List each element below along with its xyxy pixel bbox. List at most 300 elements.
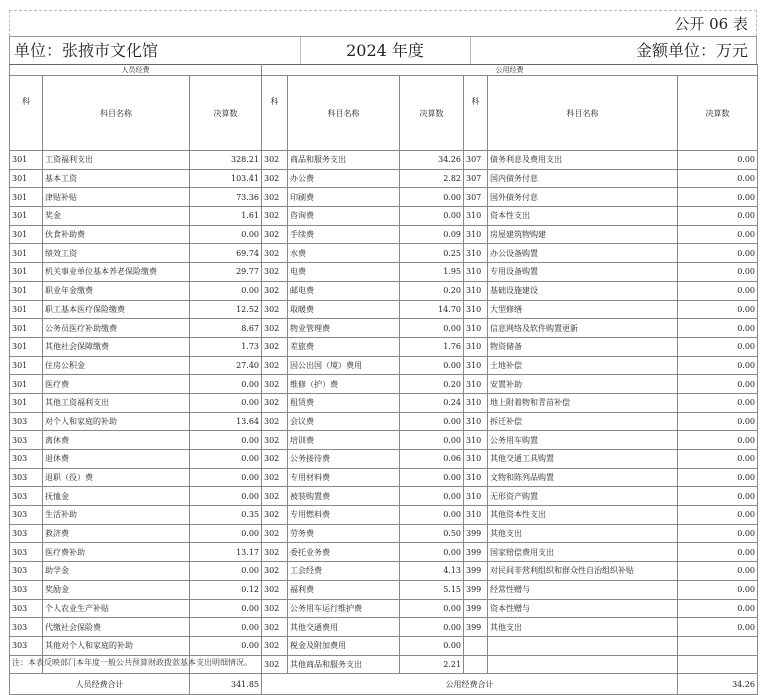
subject-code: 310: [464, 468, 488, 487]
subject-name: 委托业务费: [288, 543, 400, 562]
subject-name: 其他支出: [488, 524, 678, 543]
subject-name: 专用设备购置: [488, 263, 678, 282]
amount-value: 0.00: [678, 169, 758, 188]
subject-name: 税金及附加费用: [288, 636, 400, 655]
subject-name: 医疗费: [43, 375, 190, 394]
amount-value: 0.00: [190, 375, 262, 394]
amount-value: 0.00: [400, 468, 464, 487]
subject-name: 取暖费: [288, 300, 400, 319]
subject-code: 302: [262, 225, 288, 244]
subject-code: 302: [262, 281, 288, 300]
personnel-section-title: 人员经费: [10, 65, 262, 76]
subject-code: 301: [10, 207, 43, 226]
subject-code: 301: [10, 319, 43, 338]
subject-name: 地上附着物和青苗补偿: [488, 393, 678, 412]
amount-value: 1.95: [400, 263, 464, 282]
table-row: [10, 412, 758, 431]
subject-name: 其他社会保障缴费: [43, 337, 190, 356]
table-row: [10, 524, 758, 543]
subject-name: 离休费: [43, 431, 190, 450]
amount-value: 0.00: [400, 431, 464, 450]
subject-name: 物资储备: [488, 337, 678, 356]
amount-value: 0.00: [190, 281, 262, 300]
subject-code: 302: [262, 580, 288, 599]
subject-code: 303: [10, 580, 43, 599]
table-row: [10, 300, 758, 319]
subject-code: 310: [464, 450, 488, 469]
subject-name: 办公费: [288, 169, 400, 188]
col-amount-2: 决算数: [400, 76, 464, 151]
public-total-value: 34.26: [678, 674, 758, 695]
amount-value: 0.00: [400, 412, 464, 431]
subject-code: 310: [464, 263, 488, 282]
subject-code: 301: [10, 151, 43, 170]
subject-code: 301: [10, 337, 43, 356]
amount-value: 0.00: [678, 450, 758, 469]
subject-code: 310: [464, 319, 488, 338]
subject-name: 国外债务付息: [488, 188, 678, 207]
subject-name: 其他工资福利支出: [43, 393, 190, 412]
amount-value: 0.00: [678, 337, 758, 356]
table-row: [10, 375, 758, 394]
amount-value: 0.24: [400, 393, 464, 412]
subject-code: 399: [464, 580, 488, 599]
subject-code: 310: [464, 487, 488, 506]
subject-name: 津贴补贴: [43, 188, 190, 207]
amount-value: [678, 636, 758, 655]
table-row: [10, 599, 758, 618]
subject-name: 基本工资: [43, 169, 190, 188]
table-row: [10, 580, 758, 599]
subject-name: [488, 655, 678, 674]
table-number: 公开 06 表: [674, 15, 748, 33]
amount-value: 0.00: [400, 188, 464, 207]
amount-value: 0.20: [400, 281, 464, 300]
col-code-2: 科: [262, 76, 288, 151]
table-row: [10, 468, 758, 487]
amount-value: 0.00: [400, 618, 464, 637]
amount-value: 13.64: [190, 412, 262, 431]
subject-name: 助学金: [43, 562, 190, 581]
amount-value: 0.00: [400, 636, 464, 655]
section-header-row: [10, 65, 758, 76]
amount-value: [678, 655, 758, 674]
subject-name: 抚恤金: [43, 487, 190, 506]
amount-value: 0.00: [400, 487, 464, 506]
subject-code: [464, 636, 488, 655]
subject-code: 302: [262, 300, 288, 319]
amount-value: 5.15: [400, 580, 464, 599]
subject-code: 301: [10, 300, 43, 319]
subject-name: 公务员医疗补助缴费: [43, 319, 190, 338]
amount-value: 27.40: [190, 356, 262, 375]
amount-value: 34.26: [400, 151, 464, 170]
amount-value: 328.21: [190, 151, 262, 170]
table-row: [10, 169, 758, 188]
amount-value: 0.00: [190, 599, 262, 618]
subject-code: 303: [10, 524, 43, 543]
amount-value: 0.00: [678, 487, 758, 506]
subject-name: 房屋建筑物购建: [488, 225, 678, 244]
amount-value: 0.00: [678, 412, 758, 431]
subject-code: 302: [262, 506, 288, 525]
subject-name: 对个人和家庭的补助: [43, 412, 190, 431]
subject-name: 办公设备购置: [488, 244, 678, 263]
subject-name: 安置补助: [488, 375, 678, 394]
amount-value: 0.00: [678, 562, 758, 581]
amount-value: 1.61: [190, 207, 262, 226]
subject-code: 303: [10, 599, 43, 618]
subject-name: 奖金: [43, 207, 190, 226]
table-row: [10, 207, 758, 226]
subject-code: 303: [10, 636, 43, 655]
amount-value: 14.70: [400, 300, 464, 319]
subject-name: 国家赔偿费用支出: [488, 543, 678, 562]
amount-value: 0.35: [190, 506, 262, 525]
subject-name: 公务用车购置: [488, 431, 678, 450]
amount-value: 1.73: [190, 337, 262, 356]
amount-value: 0.00: [678, 356, 758, 375]
personnel-total-value: 341.85: [190, 674, 262, 695]
col-amount-3: 决算数: [678, 76, 758, 151]
table-number-row: [9, 10, 757, 36]
subject-code: 303: [10, 431, 43, 450]
amount-value: 0.20: [400, 375, 464, 394]
subject-name: 生活补助: [43, 506, 190, 525]
subject-code: 301: [10, 375, 43, 394]
amount-value: 73.36: [190, 188, 262, 207]
amount-value: 0.00: [678, 244, 758, 263]
subject-name: 伙食补助费: [43, 225, 190, 244]
subject-code: 302: [262, 524, 288, 543]
subject-name: 公务用车运行维护费: [288, 599, 400, 618]
subject-name: 其他对个人和家庭的补助: [43, 636, 190, 655]
subject-name: 劳务费: [288, 524, 400, 543]
amount-value: 0.00: [678, 468, 758, 487]
subject-code: 303: [10, 487, 43, 506]
subject-code: 302: [262, 263, 288, 282]
subject-code: 310: [464, 225, 488, 244]
table-row: [10, 337, 758, 356]
subject-name: 邮电费: [288, 281, 400, 300]
col-code-1: 科: [10, 76, 43, 151]
subject-code: 303: [10, 506, 43, 525]
table-row: [10, 244, 758, 263]
subject-code: 301: [10, 244, 43, 263]
subject-name: 水费: [288, 244, 400, 263]
subject-name: 工资福利支出: [43, 151, 190, 170]
subject-code: 302: [262, 599, 288, 618]
subject-code: 302: [262, 151, 288, 170]
unit-name: 单位：张掖市文化馆: [10, 37, 301, 64]
subject-code: 310: [464, 431, 488, 450]
table-row: [10, 636, 758, 655]
subject-code: 302: [262, 393, 288, 412]
amount-value: 0.50: [400, 524, 464, 543]
subject-name: 机关事业单位基本养老保险缴费: [43, 263, 190, 282]
subject-name: 退休费: [43, 450, 190, 469]
amount-value: 0.00: [678, 188, 758, 207]
col-name-1: 科目名称: [43, 76, 190, 151]
subject-name: 资本性支出: [488, 207, 678, 226]
amount-value: 2.21: [400, 655, 464, 674]
amount-value: 0.00: [190, 636, 262, 655]
amount-value: 0.00: [400, 207, 464, 226]
amount-value: 103.41: [190, 169, 262, 188]
amount-value: 8.67: [190, 319, 262, 338]
subject-code: 302: [262, 356, 288, 375]
subject-name: [488, 636, 678, 655]
amount-value: 0.00: [678, 151, 758, 170]
subject-name: 维修（护）费: [288, 375, 400, 394]
subject-code: 310: [464, 337, 488, 356]
subject-name: 被装购置费: [288, 487, 400, 506]
subject-code: 301: [10, 225, 43, 244]
subject-name: 其他资本性支出: [488, 506, 678, 525]
subject-code: [464, 655, 488, 674]
amount-value: 0.09: [400, 225, 464, 244]
amount-unit: 金额单位：万元: [635, 41, 748, 60]
subject-name: 其他支出: [488, 618, 678, 637]
subject-code: 302: [262, 431, 288, 450]
subject-code: 301: [10, 263, 43, 282]
subject-name: 培训费: [288, 431, 400, 450]
subject-name: 住房公积金: [43, 356, 190, 375]
amount-value: 0.00: [678, 431, 758, 450]
amount-value: 0.00: [190, 450, 262, 469]
subject-name: 手续费: [288, 225, 400, 244]
subject-code: 303: [10, 562, 43, 581]
amount-value: 0.00: [678, 618, 758, 637]
table-row: [10, 188, 758, 207]
subject-name: 其他商品和服务支出: [288, 655, 400, 674]
amount-value: 0.00: [190, 431, 262, 450]
amount-value: 69.74: [190, 244, 262, 263]
amount-value: 12.52: [190, 300, 262, 319]
subject-code: 302: [262, 468, 288, 487]
subject-name: 咨询费: [288, 207, 400, 226]
amount-value: 13.17: [190, 543, 262, 562]
subject-code: 301: [10, 169, 43, 188]
amount-value: 0.00: [678, 281, 758, 300]
subject-code: 399: [464, 524, 488, 543]
subject-code: 310: [464, 244, 488, 263]
subject-name: 印刷费: [288, 188, 400, 207]
subject-code: 303: [10, 450, 43, 469]
table-row: [10, 263, 758, 282]
subject-name: 个人农业生产补贴: [43, 599, 190, 618]
expenditure-table: [9, 64, 758, 695]
subject-name: 代缴社会保险费: [43, 618, 190, 637]
subject-code: 302: [262, 636, 288, 655]
subject-code: 303: [10, 412, 43, 431]
amount-value: 0.12: [190, 580, 262, 599]
amount-value: 0.00: [190, 562, 262, 581]
col-code-3: 科: [464, 76, 488, 151]
table-row: [10, 543, 758, 562]
subject-name: 福利费: [288, 580, 400, 599]
table-row: [10, 151, 758, 170]
subject-name: 公务接待费: [288, 450, 400, 469]
subject-code: 399: [464, 562, 488, 581]
subject-code: 303: [10, 618, 43, 637]
public-section-title: 公用经费: [262, 65, 758, 76]
amount-value: 0.00: [678, 207, 758, 226]
subject-name: 职业年金缴费: [43, 281, 190, 300]
amount-value: 0.00: [190, 618, 262, 637]
subject-code: 310: [464, 207, 488, 226]
amount-value: 0.06: [400, 450, 464, 469]
subject-code: 301: [10, 356, 43, 375]
table-row: [10, 356, 758, 375]
amount-value: 0.00: [678, 319, 758, 338]
table-row: [10, 281, 758, 300]
subject-code: 310: [464, 300, 488, 319]
subject-name: 绩效工资: [43, 244, 190, 263]
subject-code: 302: [262, 412, 288, 431]
subject-code: 302: [262, 169, 288, 188]
report-header: [9, 10, 757, 65]
table-row: [10, 431, 758, 450]
amount-value: 0.00: [400, 543, 464, 562]
subject-code: 302: [262, 244, 288, 263]
amount-value: 0.00: [678, 300, 758, 319]
amount-value: 0.00: [678, 393, 758, 412]
subject-name: 其他交通工具购置: [488, 450, 678, 469]
subject-name: 拆迁补偿: [488, 412, 678, 431]
col-name-3: 科目名称: [488, 76, 678, 151]
amount-value: 0.00: [400, 599, 464, 618]
amount-value: 4.13: [400, 562, 464, 581]
amount-value: 0.00: [400, 319, 464, 338]
amount-value: 0.00: [190, 524, 262, 543]
table-row: [10, 319, 758, 338]
subject-name: 职工基本医疗保险缴费: [43, 300, 190, 319]
subject-code: 307: [464, 169, 488, 188]
amount-value: 0.00: [190, 468, 262, 487]
amount-value: 0.00: [678, 225, 758, 244]
subject-name: 会议费: [288, 412, 400, 431]
subject-name: 奖励金: [43, 580, 190, 599]
subject-name: 基础设施建设: [488, 281, 678, 300]
amount-value: 1.76: [400, 337, 464, 356]
personnel-total-label: 人员经费合计: [10, 674, 190, 695]
subject-code: 302: [262, 337, 288, 356]
subject-code: 301: [10, 393, 43, 412]
amount-value: 0.00: [678, 543, 758, 562]
amount-value: 0.00: [678, 506, 758, 525]
amount-value: 0.00: [678, 599, 758, 618]
subject-code: 310: [464, 506, 488, 525]
subject-code: 302: [262, 562, 288, 581]
subject-code: 310: [464, 281, 488, 300]
subject-name: 大型修缮: [488, 300, 678, 319]
subject-name: 对民间非营利组织和群众性自治组织补贴: [488, 562, 678, 581]
amount-value: 0.00: [400, 506, 464, 525]
amount-value: 0.00: [678, 524, 758, 543]
subject-name: 差旅费: [288, 337, 400, 356]
table-row: [10, 393, 758, 412]
subject-code: 302: [262, 188, 288, 207]
subject-code: 399: [464, 618, 488, 637]
table-row: [10, 506, 758, 525]
subject-code: 302: [262, 618, 288, 637]
subject-name: 无形资产购置: [488, 487, 678, 506]
subject-code: 302: [262, 487, 288, 506]
amount-value: 0.00: [190, 487, 262, 506]
table-row: [10, 562, 758, 581]
subject-name: 因公出国（境）费用: [288, 356, 400, 375]
amount-value: 0.00: [190, 225, 262, 244]
amount-value: 2.82: [400, 169, 464, 188]
amount-value: 0.00: [400, 356, 464, 375]
fiscal-year: 2024 年度: [300, 37, 471, 64]
col-amount-1: 决算数: [190, 76, 262, 151]
subject-name: 信息网络及软件购置更新: [488, 319, 678, 338]
table-row: [10, 225, 758, 244]
totals-row: [10, 674, 758, 695]
subject-code: 303: [10, 468, 43, 487]
subject-name: 物业管理费: [288, 319, 400, 338]
amount-value: 0.00: [678, 580, 758, 599]
col-name-2: 科目名称: [288, 76, 400, 151]
subject-name: 救济费: [43, 524, 190, 543]
table-row: [10, 450, 758, 469]
subject-name: 医疗费补助: [43, 543, 190, 562]
subject-name: 电费: [288, 263, 400, 282]
subject-name: 资本性赠与: [488, 599, 678, 618]
subject-code: 302: [262, 375, 288, 394]
subject-code: 302: [262, 543, 288, 562]
subject-code: 310: [464, 393, 488, 412]
subject-code: 399: [464, 599, 488, 618]
amount-value: 0.00: [190, 393, 262, 412]
subject-name: 专用燃料费: [288, 506, 400, 525]
subject-code: 302: [262, 450, 288, 469]
subject-name: 其他交通费用: [288, 618, 400, 637]
subject-code: 310: [464, 356, 488, 375]
subject-code: 399: [464, 543, 488, 562]
subject-name: 国内债务付息: [488, 169, 678, 188]
subject-code: 307: [464, 188, 488, 207]
subject-name: 债务利息及费用支出: [488, 151, 678, 170]
unit-row: [9, 36, 757, 65]
column-header-row: [10, 76, 758, 151]
subject-code: 302: [262, 319, 288, 338]
subject-code: 310: [464, 375, 488, 394]
footnote: 注：本表反映部门本年度一般公共预算财政拨款基本支出明细情况。: [12, 658, 252, 667]
table-row: [10, 618, 758, 637]
subject-name: 工会经费: [288, 562, 400, 581]
subject-code: 302: [262, 207, 288, 226]
subject-code: 301: [10, 281, 43, 300]
amount-value: 29.77: [190, 263, 262, 282]
subject-name: 专用材料费: [288, 468, 400, 487]
subject-code: 302: [262, 655, 288, 674]
amount-value: 0.00: [678, 263, 758, 282]
subject-name: 土地补偿: [488, 356, 678, 375]
amount-value: 0.00: [678, 375, 758, 394]
subject-name: 文物和陈列品购置: [488, 468, 678, 487]
subject-code: 301: [10, 188, 43, 207]
subject-name: 商品和服务支出: [288, 151, 400, 170]
amount-value: 0.25: [400, 244, 464, 263]
subject-code: 307: [464, 151, 488, 170]
subject-code: 303: [10, 543, 43, 562]
subject-name: 经常性赠与: [488, 580, 678, 599]
subject-code: 310: [464, 412, 488, 431]
subject-name: 租赁费: [288, 393, 400, 412]
